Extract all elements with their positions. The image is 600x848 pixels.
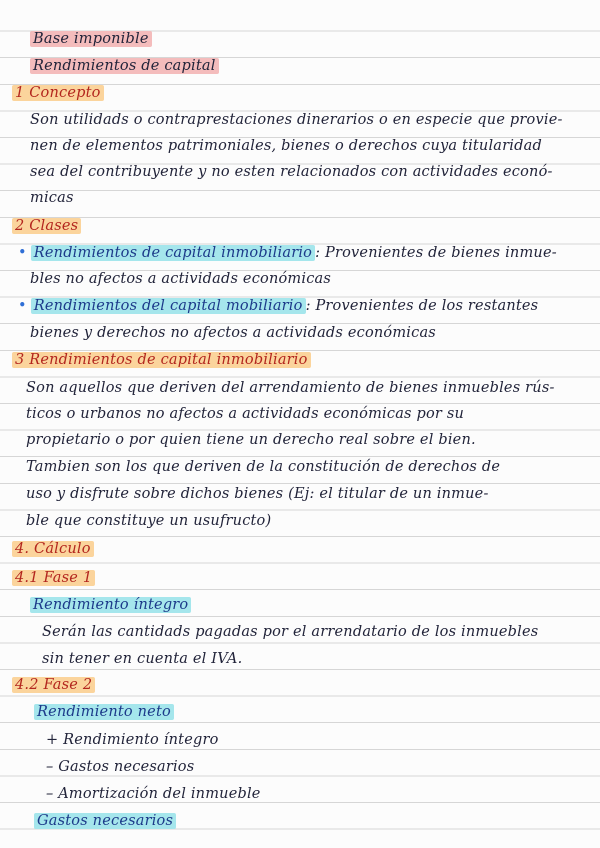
fase1-heading: 4.1 Fase 1 — [12, 570, 95, 586]
calculo-heading-line — [12, 541, 94, 557]
clases-bullet-2 — [18, 298, 538, 314]
inmobiliario-heading-line — [12, 352, 311, 368]
inmobiliario-line-5: uso y disfrute sobre dichos bienes (Ej: el titular de un inmue- — [26, 486, 489, 502]
gastos-label: Gastos necesarios — [34, 813, 176, 829]
concepto-line-1: Son utilidads o contraprestaciones dinerarios o en especie que provie- — [30, 112, 563, 128]
calculo-heading: 4. Cálculo — [12, 541, 94, 557]
fase2-heading-line — [12, 677, 95, 693]
concepto-heading-line — [12, 85, 104, 101]
neto-label: Rendimiento neto — [34, 704, 174, 720]
subtitle-line — [30, 58, 219, 74]
inmobiliario-line-2: ticos o urbanos no afectos a actividads económicas por su — [26, 406, 465, 422]
concepto-line-2: nen de elementos patrimoniales, bienes o derechos cuya titularidad — [30, 138, 542, 154]
integro-label-line — [30, 597, 191, 613]
neto-item-1: + Rendimiento íntegro — [46, 732, 219, 748]
gastos-label-line — [34, 813, 176, 829]
concepto-line-4: micas — [30, 190, 74, 206]
clases-bullet-1 — [18, 245, 557, 261]
fase2-heading: 4.2 Fase 2 — [12, 677, 95, 693]
clases-heading-line — [12, 218, 81, 234]
term-inmobiliario: Rendimientos de capital inmobiliario — [31, 245, 315, 261]
title-line — [30, 31, 152, 47]
bullet-dot-icon: • — [18, 245, 27, 261]
neto-item-2: – Gastos necesarios — [46, 759, 195, 775]
neto-label-line — [34, 704, 174, 720]
clases-bullet-1-text: : Provenientes de bienes inmue- — [315, 245, 557, 261]
clases-bullet-1-line-2: bles no afectos a actividads económicas — [30, 271, 332, 287]
integro-line-1: Serán las cantidads pagadas por el arrendatario de los inmuebles — [42, 624, 539, 640]
inmobiliario-line-3: propietario o por quien tiene un derecho real sobre el bien. — [26, 432, 476, 448]
concepto-line-3: sea del contribuyente y no esten relacionados con actividades econó- — [30, 164, 553, 180]
page-title: Base imponible — [30, 31, 152, 47]
bullet-dot-icon: • — [18, 298, 27, 314]
fase1-heading-line — [12, 570, 95, 586]
inmobiliario-line-1: Son aquellos que deriven del arrendamiento de bienes inmuebles rús- — [26, 380, 555, 396]
term-mobiliario: Rendimientos del capital mobiliario — [31, 298, 306, 314]
integro-label: Rendimiento íntegro — [30, 597, 191, 613]
inmobiliario-heading: 3 Rendimientos de capital inmobiliario — [12, 352, 311, 368]
clases-bullet-2-line-2: bienes y derechos no afectos a actividads económicas — [30, 325, 436, 341]
inmobiliario-line-6: ble que constituye un usufructo) — [26, 513, 272, 529]
concepto-heading: 1 Concepto — [12, 85, 104, 101]
neto-item-3: – Amortización del inmueble — [46, 786, 261, 802]
page-subtitle: Rendimientos de capital — [30, 58, 219, 74]
clases-bullet-2-text: : Provenientes de los restantes — [305, 298, 539, 314]
integro-line-2: sin tener en cuenta el IVA. — [42, 651, 243, 667]
clases-heading: 2 Clases — [12, 218, 81, 234]
inmobiliario-line-4: Tambien son los que deriven de la constitución de derechos de — [26, 459, 501, 475]
